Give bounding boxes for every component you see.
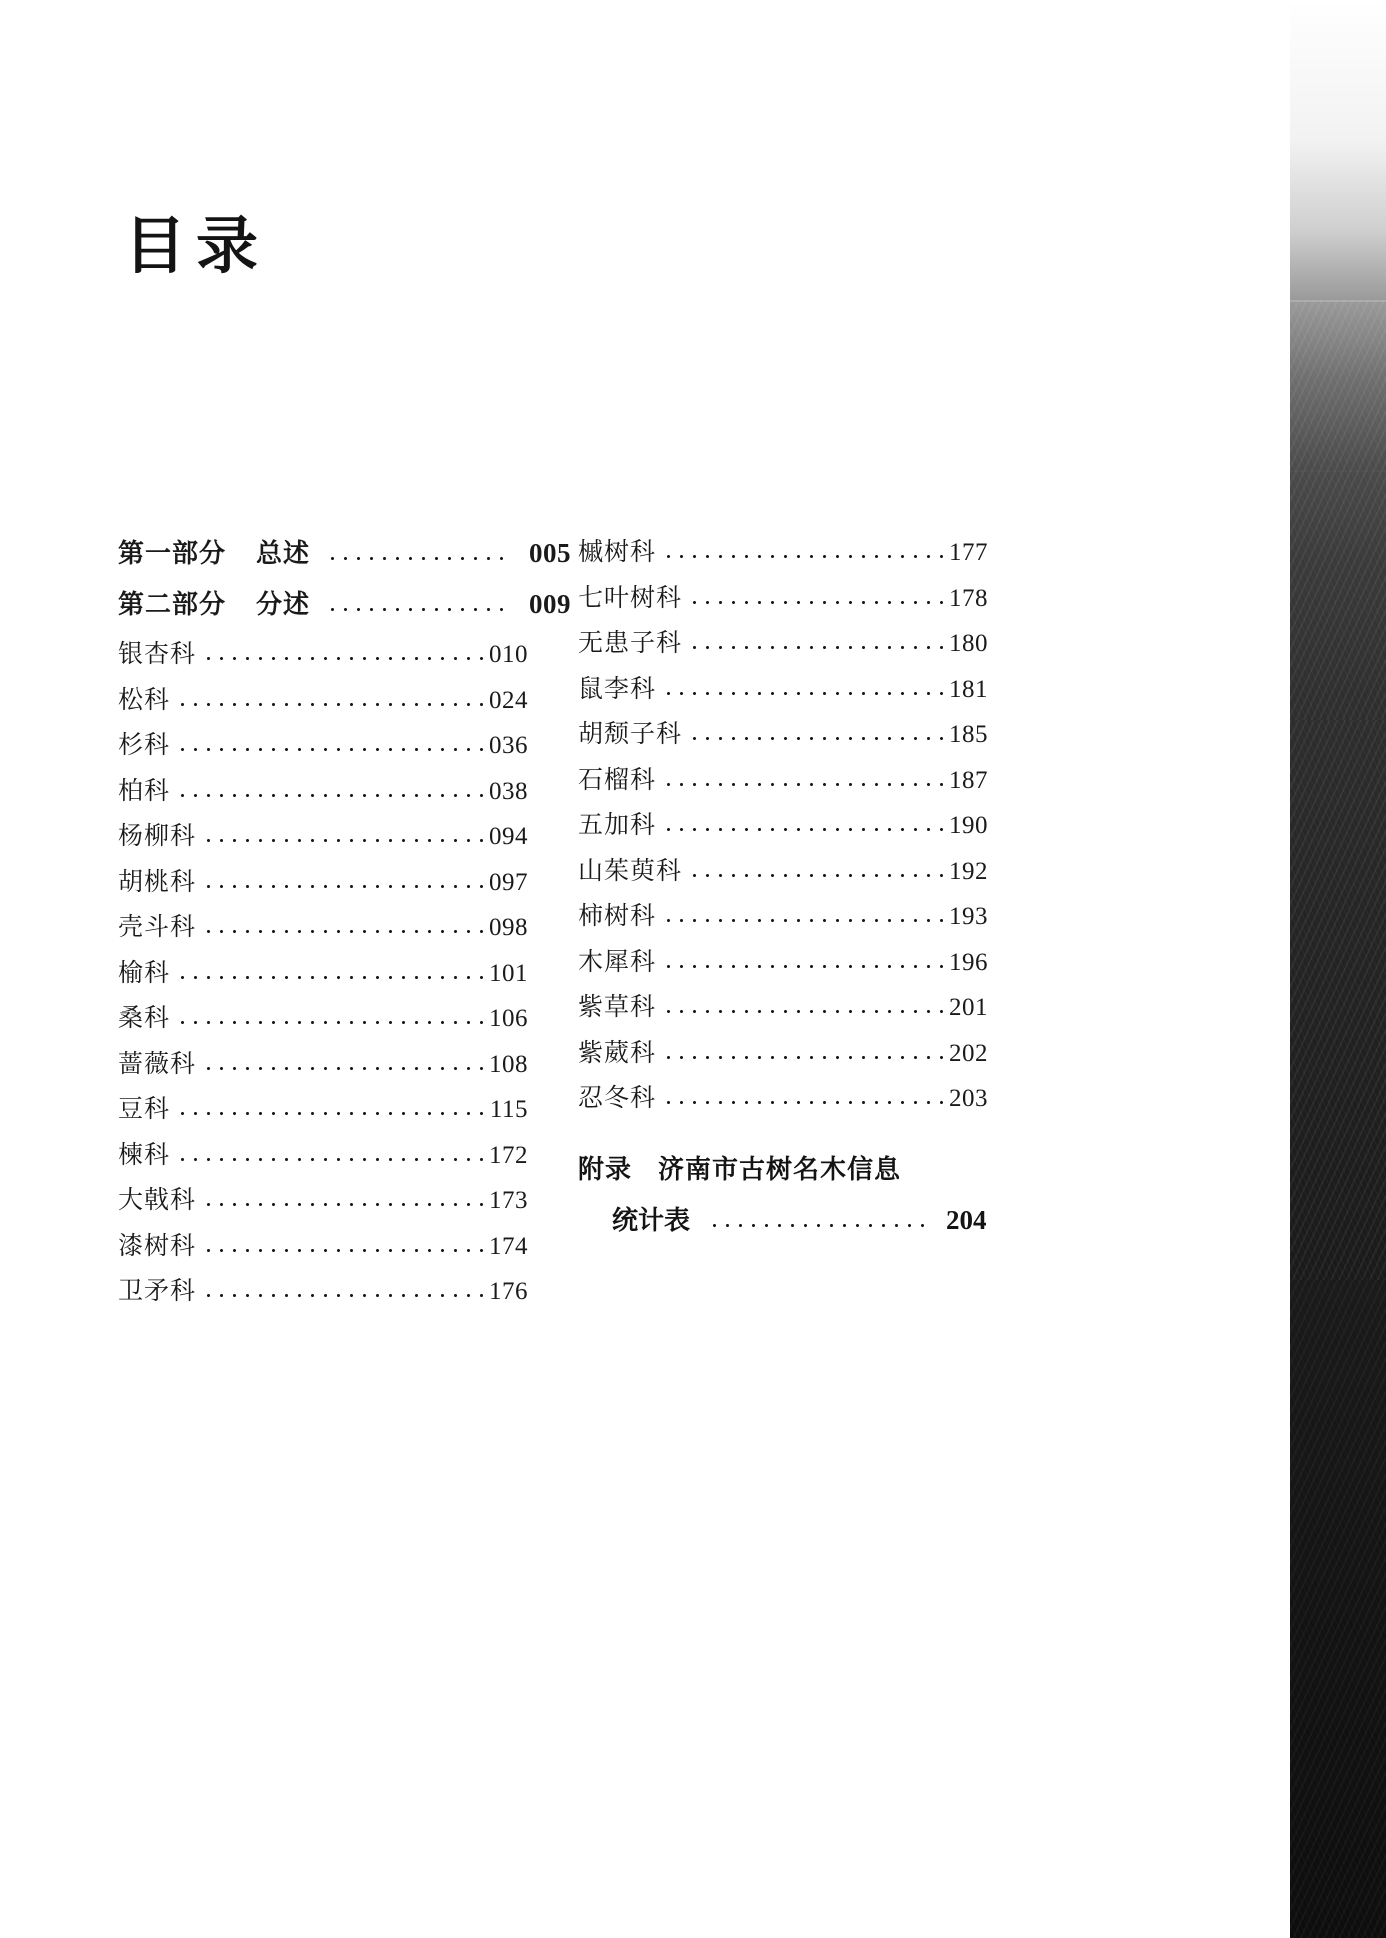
toc-entry[interactable] xyxy=(118,1052,528,1077)
photo-texture-upper xyxy=(1290,300,1386,720)
toc-entry-label: 大戟科 xyxy=(118,1187,197,1214)
toc-entry[interactable] xyxy=(578,950,988,975)
toc-entry[interactable] xyxy=(578,768,988,793)
toc-entry-page: 203 xyxy=(949,1085,988,1112)
toc-entry-page: 193 xyxy=(949,903,988,930)
leader-dots xyxy=(202,870,483,895)
leader-dots xyxy=(688,859,943,884)
toc-entry-page: 038 xyxy=(489,777,528,805)
toc-entry-label: 紫葳科 xyxy=(578,1039,657,1067)
toc-entry[interactable] xyxy=(578,813,988,838)
leader-dots xyxy=(176,1143,483,1168)
toc-column-left xyxy=(118,538,572,1325)
toc-entry-page: 036 xyxy=(489,732,528,759)
toc-entry-label: 第二部分 分述 xyxy=(118,590,311,619)
toc-entry-label: 第一部分 总述 xyxy=(118,539,311,568)
leader-dots xyxy=(662,1041,943,1066)
toc-entry-label: 柏科 xyxy=(118,777,171,805)
toc-entry[interactable] xyxy=(118,688,528,713)
toc-entry-page: 174 xyxy=(489,1232,528,1260)
toc-entry-page: 106 xyxy=(489,1005,528,1032)
toc-entry[interactable] xyxy=(578,722,988,747)
toc-entry-page: 176 xyxy=(489,1278,528,1305)
toc-entry[interactable] xyxy=(118,1234,528,1259)
leader-dots xyxy=(176,1006,483,1031)
toc-entry-page: 101 xyxy=(489,959,528,987)
toc-entry-label: 卫矛科 xyxy=(118,1278,197,1305)
toc-entry-page: 204 xyxy=(946,1205,987,1235)
toc-entry[interactable] xyxy=(578,904,988,929)
toc-entry-label: 榆科 xyxy=(118,959,171,987)
leader-dots xyxy=(662,995,943,1020)
toc-entry-label: 柿树科 xyxy=(578,903,657,930)
toc-entry-label: 鼠李科 xyxy=(578,675,657,703)
toc-entry-page: 190 xyxy=(949,812,988,839)
appendix-subtitle: 济南市古树名木信息 xyxy=(658,1155,902,1184)
leader-dots xyxy=(688,722,943,747)
photo-texture-middle xyxy=(1290,720,1386,1280)
leader-dots xyxy=(662,677,943,702)
toc-entry-page: 177 xyxy=(949,539,988,566)
toc-entry[interactable] xyxy=(118,915,528,940)
leader-dots xyxy=(176,688,483,713)
toc-entry-label: 紫草科 xyxy=(578,994,657,1021)
toc-entry-page: 097 xyxy=(489,868,528,896)
toc-columns xyxy=(118,540,988,1325)
toc-entry[interactable] xyxy=(578,859,988,884)
toc-entry-page: 098 xyxy=(489,914,528,941)
toc-entry-page: 009 xyxy=(529,589,572,619)
leader-dots xyxy=(688,586,943,611)
toc-entry-page: 196 xyxy=(949,948,988,976)
toc-entry-label: 桑科 xyxy=(118,1005,171,1032)
toc-entry-part-1[interactable] xyxy=(118,538,572,568)
toc-entry[interactable] xyxy=(118,1143,528,1168)
toc-entry-label: 杉科 xyxy=(118,732,171,759)
toc-entry-label: 银杏科 xyxy=(118,641,197,668)
toc-entry[interactable] xyxy=(578,631,988,656)
toc-entry-label: 蔷薇科 xyxy=(118,1050,197,1078)
toc-entry-page: 192 xyxy=(949,857,988,885)
leader-dots xyxy=(176,1097,484,1122)
toc-entry-page: 010 xyxy=(489,641,528,668)
toc-entry-page: 202 xyxy=(949,1039,988,1067)
appendix-subtitle-continued: 统计表 xyxy=(612,1206,691,1235)
toc-entry-page: 005 xyxy=(529,538,572,568)
leader-dots xyxy=(662,1086,943,1111)
toc-entry-page: 115 xyxy=(489,1096,528,1123)
toc-entry-page: 173 xyxy=(489,1187,528,1214)
toc-entry-label: 松科 xyxy=(118,686,171,714)
toc-entry-label: 漆树科 xyxy=(118,1232,197,1260)
leader-dots xyxy=(688,631,943,656)
toc-entry-label: 七叶树科 xyxy=(578,584,683,612)
toc-entry[interactable] xyxy=(578,1086,988,1111)
photo-ridge-line-2 xyxy=(1290,470,1386,472)
toc-entry-page: 181 xyxy=(949,675,988,703)
appendix-label: 附录 xyxy=(578,1155,633,1184)
toc-entry-label: 木犀科 xyxy=(578,948,657,976)
toc-entry[interactable] xyxy=(118,961,528,986)
leader-dots xyxy=(202,642,483,667)
toc-entry-page: 178 xyxy=(949,584,988,612)
toc-entry-page: 094 xyxy=(489,823,528,850)
toc-entry-label: 山茱萸科 xyxy=(578,857,683,885)
leader-dots xyxy=(326,593,511,618)
toc-entry[interactable] xyxy=(118,824,528,849)
leader-dots xyxy=(202,1188,483,1213)
leader-dots xyxy=(326,542,511,567)
toc-entry-page: 180 xyxy=(949,630,988,657)
leader-dots xyxy=(708,1208,928,1234)
leader-dots xyxy=(202,824,483,849)
toc-entry-label: 杨柳科 xyxy=(118,823,197,850)
toc-entry-label: 胡桃科 xyxy=(118,868,197,896)
toc-entry-label: 壳斗科 xyxy=(118,914,197,941)
toc-entry[interactable] xyxy=(118,779,528,804)
toc-entry-appendix[interactable] xyxy=(578,1157,988,1234)
photo-ridge-line-1 xyxy=(1290,300,1386,302)
toc-entry[interactable] xyxy=(118,733,528,758)
toc-entry[interactable] xyxy=(118,870,528,895)
toc-entry-page: 024 xyxy=(489,686,528,714)
toc-entry[interactable] xyxy=(118,1188,528,1213)
toc-entry-page: 108 xyxy=(489,1050,528,1078)
toc-entry[interactable] xyxy=(118,642,528,667)
toc-entry-label: 五加科 xyxy=(578,812,657,839)
leader-dots xyxy=(202,1279,483,1304)
page-title: 目录 xyxy=(124,209,269,282)
toc-entry[interactable] xyxy=(578,1041,988,1066)
leader-dots xyxy=(202,1052,483,1077)
toc-entry-label: 豆科 xyxy=(118,1096,171,1123)
toc-entry[interactable] xyxy=(578,586,988,611)
leader-dots xyxy=(662,904,943,929)
toc-entry-label: 忍冬科 xyxy=(578,1085,657,1112)
leader-dots xyxy=(662,540,943,565)
toc-entry-label: 石榴科 xyxy=(578,766,657,794)
toc-entry-page: 172 xyxy=(489,1141,528,1169)
toc-entry-part-2[interactable] xyxy=(118,589,572,619)
leader-dots xyxy=(176,779,483,804)
toc-column-right xyxy=(578,540,988,1325)
toc-entry-label: 楝科 xyxy=(118,1141,171,1169)
leader-dots xyxy=(202,1234,483,1259)
toc-entry-label: 胡颓子科 xyxy=(578,721,683,748)
leader-dots xyxy=(662,950,943,975)
toc-entry[interactable] xyxy=(578,540,988,565)
toc-entry-label: 无患子科 xyxy=(578,630,683,657)
toc-entry[interactable] xyxy=(578,995,988,1020)
toc-entry-label: 槭树科 xyxy=(578,539,657,566)
toc-entry-page: 201 xyxy=(949,994,988,1021)
photo-texture-lower xyxy=(1290,1280,1386,1938)
toc-entry[interactable] xyxy=(578,677,988,702)
toc-entry[interactable] xyxy=(118,1006,528,1031)
appendix-title-line xyxy=(578,1157,988,1183)
leader-dots xyxy=(176,733,483,758)
toc-entry-page: 185 xyxy=(949,721,988,748)
toc-entry[interactable] xyxy=(118,1279,528,1304)
leader-dots xyxy=(662,813,943,838)
toc-entry-page: 187 xyxy=(949,766,988,794)
leader-dots xyxy=(176,961,483,986)
toc-entry[interactable] xyxy=(118,1097,528,1122)
leader-dots xyxy=(202,915,483,940)
appendix-page-line xyxy=(578,1207,988,1234)
page-edge-photo-strip xyxy=(1290,0,1386,1938)
leader-dots xyxy=(662,768,943,793)
